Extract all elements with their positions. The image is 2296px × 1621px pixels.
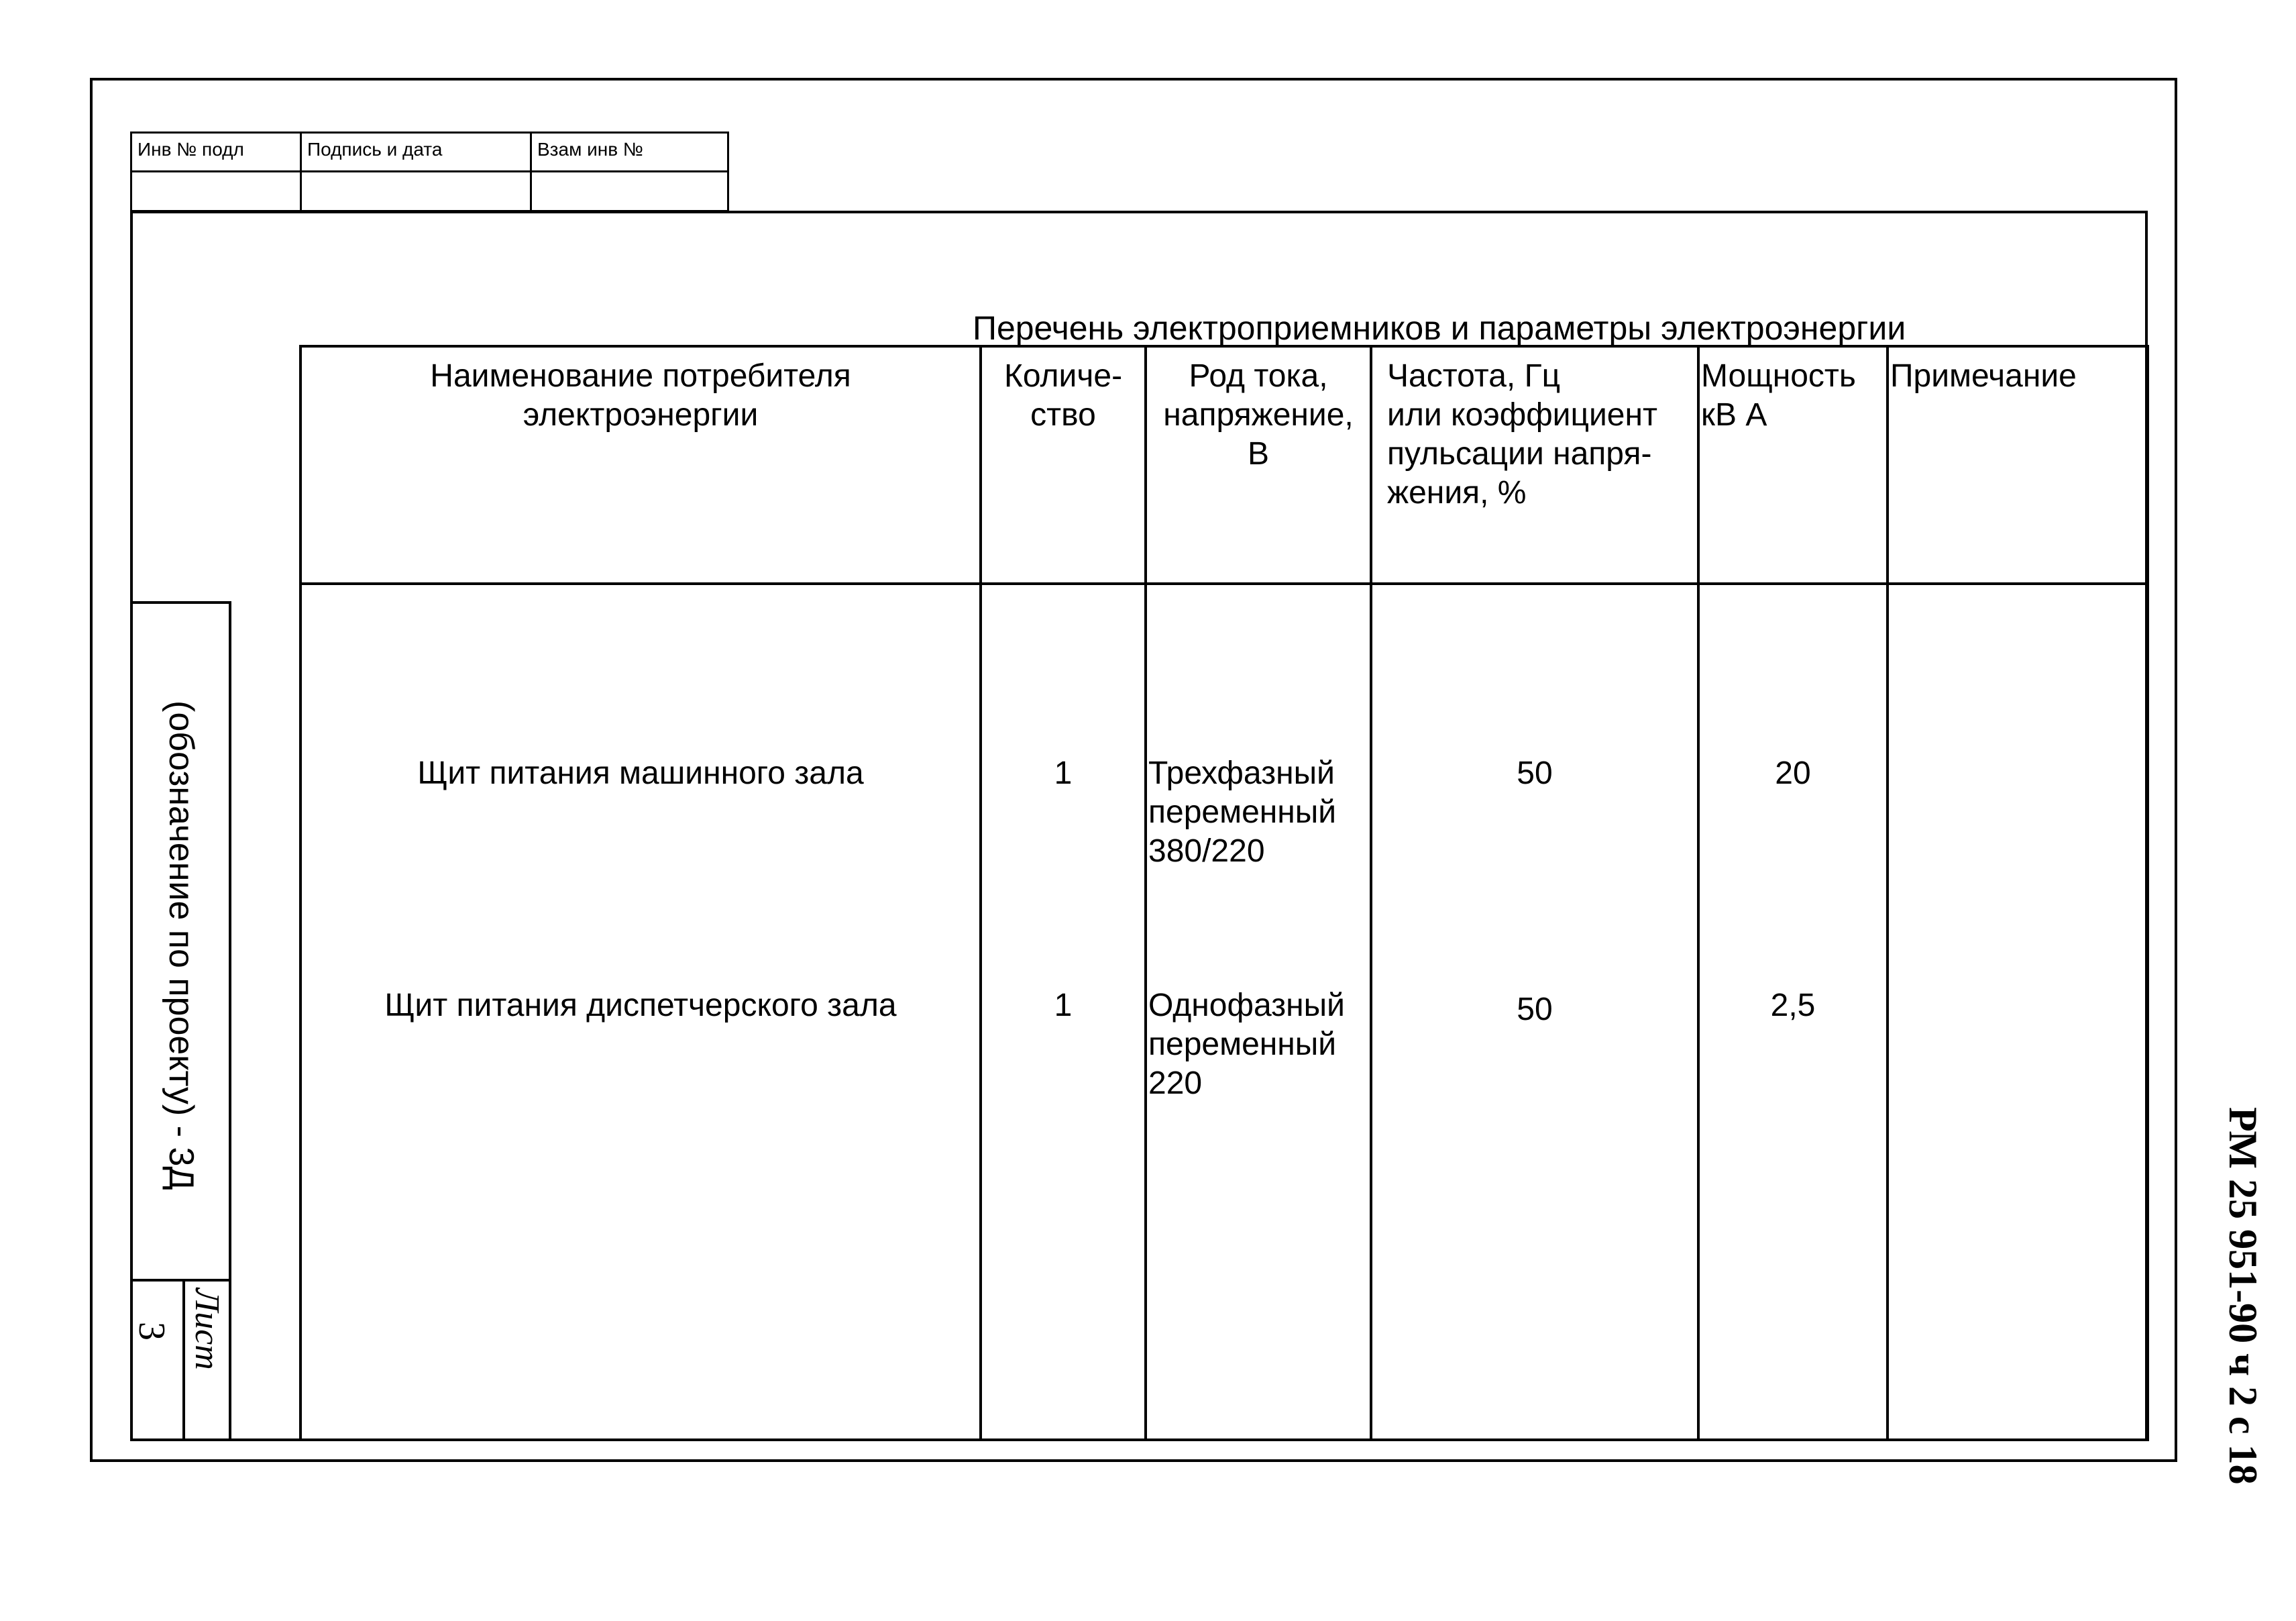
column-divider [1370, 348, 1372, 1439]
row-1-name: Щит питания машинного зала [417, 755, 864, 791]
stamp-inv-podl-value [132, 172, 302, 210]
document-code-box [2213, 1107, 2274, 1510]
row-2-quantity: 1 [1054, 988, 1073, 1023]
sheet-divider [182, 1279, 185, 1441]
row-2-power: 2,5 [1770, 988, 1816, 1023]
row-1-frequency: 50 [1517, 755, 1553, 791]
sheet-label: Лист [188, 1288, 226, 1370]
sheet-label-box [186, 1288, 231, 1422]
designation-label: (обозначение по проекту) - 3Д [162, 700, 201, 1190]
document-code: РМ 25 951-90 ч 2 с 18 [2221, 1107, 2265, 1485]
designation-text [148, 700, 201, 1210]
electrical-consumers-table [299, 345, 2149, 1441]
stamp-signature-date-value [302, 172, 532, 210]
row-1-power: 20 [1775, 755, 1811, 791]
column-divider [979, 348, 982, 1439]
header-current: Род тока, напряжение, В [1163, 358, 1354, 472]
stamp-vzam-inv-label: Взам инв № [532, 134, 727, 172]
header-name: Наименование потребителя электроэнергии [430, 358, 851, 433]
row-2-current: Однофазный переменный 220 [1148, 988, 1345, 1101]
sheet-number: 3 [131, 1322, 172, 1341]
row-2-name: Щит питания диспетчерского зала [384, 988, 897, 1023]
sheet-number-box [131, 1322, 181, 1389]
stamp-table [130, 132, 729, 212]
row-2-frequency: 50 [1517, 992, 1553, 1027]
table-title: Перечень электроприемников и параметры электроэнергии [973, 309, 1906, 347]
stamp-inv-podl-label: Инв № подл [132, 134, 302, 172]
column-divider [1886, 348, 1889, 1439]
row-1-current: Трехфазный переменный 380/220 [1148, 755, 1337, 869]
column-divider [1144, 348, 1147, 1439]
header-quantity: Количе- ство [1003, 358, 1123, 433]
stamp-vzam-inv-value [532, 172, 727, 210]
header-power: Мощность кВ А [1701, 358, 1856, 433]
row-1-quantity: 1 [1054, 755, 1073, 791]
stamp-signature-date-label: Подпись и дата [302, 134, 532, 172]
header-divider [302, 582, 2146, 585]
column-divider [1697, 348, 1700, 1439]
header-frequency: Частота, Гц или коэффициент пульсации напря- жения, % [1387, 358, 1657, 511]
header-note: Примечание [1890, 358, 2077, 394]
